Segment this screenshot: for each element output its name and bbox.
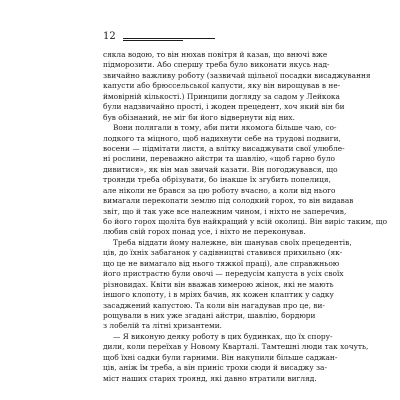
text-line: ні рослини, переважно айстри та шавлію, «щоб гарно було xyxy=(103,154,335,164)
text-line: троянди треба обрізувати, бо інакше їх згубить попелиця, xyxy=(103,175,331,185)
paragraph xyxy=(103,50,371,123)
header-rule-thin xyxy=(123,40,183,41)
text-line: з лобелій та літні хризантеми. xyxy=(103,321,222,331)
text-line: був обізнаний, не міг би його відвернути від них. xyxy=(103,112,295,122)
text-line: капусти або брюссельської капусти, яку він вирощував в не- xyxy=(103,81,341,91)
text-line: підморозити. Або спершу треба було виконати якусь над- xyxy=(103,60,330,70)
text-line: ців, до їхніх забаганок у садівництві ставився прихильно (як- xyxy=(103,248,343,258)
text-line: ймовірній кількості.) Принципи догляду за садом у Лейкока xyxy=(103,91,340,101)
text-line: дили, коли переїхав у Новому Кварталі. Тамтешні люди так хочуть, xyxy=(103,342,369,352)
text-line: засаджений капустою. Та коли він нагадував про це, ви- xyxy=(103,300,325,310)
text-line: звичайно важливу роботу (зазвичай щільної посадки висаджування xyxy=(103,70,371,80)
text-line: Треба віддати йому належне, він шанував своїх прецедентів, xyxy=(113,237,352,247)
text-line: рощували в них уже згадані айстри, шавлію, бордюри xyxy=(103,310,316,320)
text-line: були надзвичайно прості, і жоден прецедент, хоч який він би xyxy=(103,102,345,112)
text-line: бо його горох щоліта був найкращий у всій околиці. Він виріс таким, що xyxy=(103,217,388,226)
text-line: сякла водою, то він нюхав повітря й казав, що внючі вже xyxy=(103,50,328,59)
body-text xyxy=(103,50,388,384)
text-line: восени — підмітати листя, а влітку висаджувати свої улюбле- xyxy=(103,143,345,153)
text-line: — Я виконую деяку роботу в цих будинках, що їх спору- xyxy=(113,331,333,341)
text-line: його пристрастю були овочі — передусім капуста в усіх своїх xyxy=(103,269,344,279)
paragraph xyxy=(103,237,352,332)
text-line: дивитися», як він мав звичай казати. Він погоджувався, що xyxy=(103,164,338,174)
text-line: вимагали перекопати землю під солодкий горох, то він видавав xyxy=(103,196,354,206)
text-line: але ніколи не брався за цю роботу вчасно, а коли від нього xyxy=(103,185,336,195)
text-line: звіт, що й так уже все належним чином, і ніхто не заперечив, xyxy=(103,206,347,216)
text-line: щоб їхні садки були гарними. Він накупили більше саджан- xyxy=(103,352,338,362)
page-number: 12 xyxy=(103,31,116,42)
header-rule xyxy=(123,38,215,39)
text-line: ців, аніж їм треба, а він приніс трохи сюди й висаджу за- xyxy=(103,363,327,373)
paragraph xyxy=(103,331,369,384)
text-line: різновидах. Квіти він вважав химерою жінок, які не мають xyxy=(103,279,334,289)
text-line: іншого клопоту, і в мріях бачив, як кожен клаптик у садку xyxy=(103,290,334,300)
text-line: лодкого та міцного, щоб надихнути себе на трудові подвиги, xyxy=(103,133,341,143)
paragraph xyxy=(103,123,388,238)
text-line: міст наших старих троянд, які давно втратили вигляд. xyxy=(103,373,317,383)
text-line: що це не вимагало від нього тяжкої праці), але справжньою xyxy=(103,258,340,268)
text-line: любив свій горох понад усе, і ніхто не переконував. xyxy=(103,227,306,237)
text-line: Вони полягали в тому, аби пити якомога більше чаю, со- xyxy=(113,123,337,133)
